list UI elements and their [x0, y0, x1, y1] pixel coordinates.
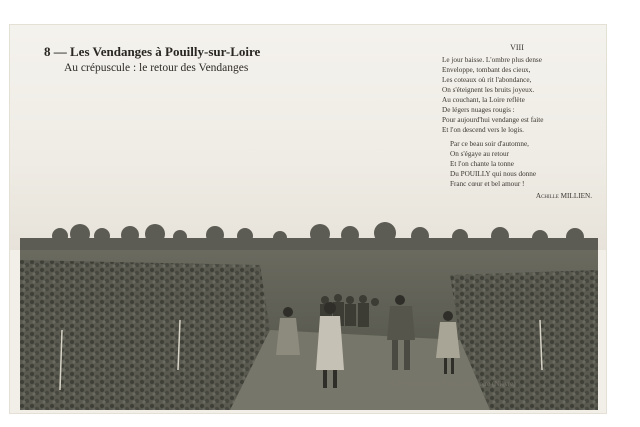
poem-line: Au couchant, la Loire reflète: [442, 96, 525, 104]
card-title-text: — Les Vendanges à Pouilly-sur-Loire: [53, 44, 261, 59]
poem-line: Par ce beau soir d'automne,: [450, 140, 529, 148]
treeline: [20, 222, 598, 252]
poem-line: Du POUILLY qui nous donne: [450, 170, 537, 178]
poem-stanza-2: [442, 139, 592, 189]
poem-numeral: VIII: [510, 43, 524, 52]
poem-line: Et l'on chante la tonne: [450, 160, 514, 168]
publisher-caption: M. Pillois, éditeur, Pouilly-sur-Loire (Nièvre): [388, 380, 516, 388]
poem-line: Les coteaux où rit l'abondance,: [442, 76, 532, 84]
poem-line: Et l'on descend vers le logis.: [442, 126, 524, 134]
poem-author: Achille MILLIEN.: [535, 192, 592, 200]
poem-line: Franc cœur et bel amour !: [450, 180, 525, 188]
poem-stanza-1: [442, 55, 592, 135]
vine-rows-left: [20, 260, 270, 410]
card-number: 8: [44, 44, 51, 59]
poem-line: On s'égaye au retour: [450, 150, 509, 158]
poem-line: De légers nuages rougis :: [442, 106, 515, 114]
poem-line: Enveloppe, tombant des cieux,: [442, 66, 531, 74]
poem-line: On s'éteignent les bruits joyeux.: [442, 86, 535, 94]
poem-line: Pour aujourd'hui vendange est faite: [442, 116, 544, 124]
card-title: [44, 44, 260, 60]
poem: [442, 43, 592, 201]
postcard: [10, 25, 606, 413]
poem-line: Le jour baisse. L'ombre plus dense: [442, 56, 542, 64]
card-subtitle: Au crépuscule : le retour des Vendanges: [64, 62, 249, 74]
